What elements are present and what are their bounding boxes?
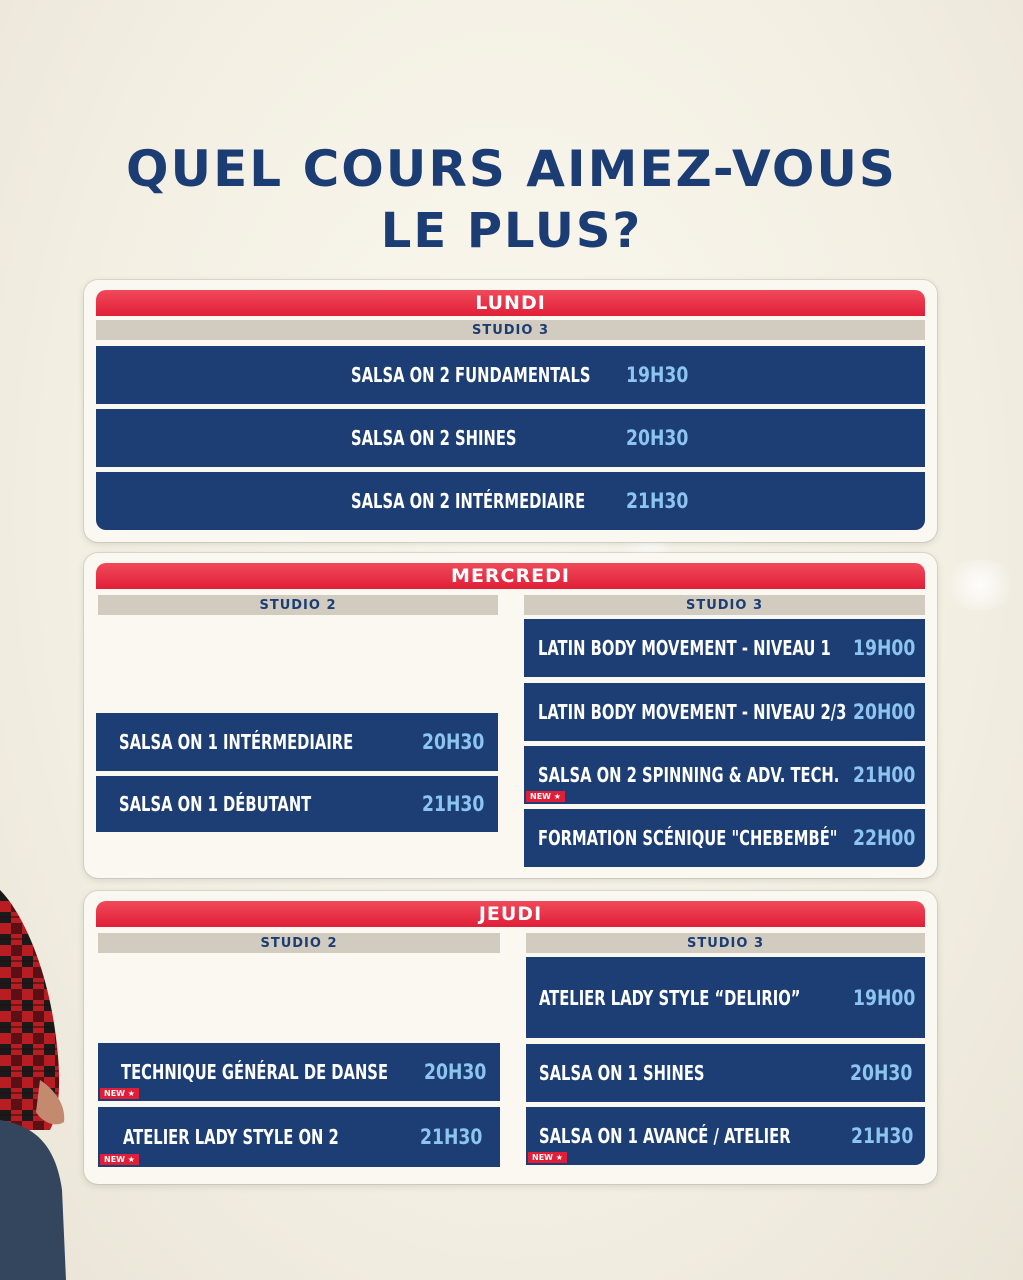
studio-label: STUDIO 2 — [98, 933, 500, 953]
new-badge: NEW ★ — [100, 1154, 139, 1165]
class-name: SALSA ON 1 AVANCÉ / ATELIER — [539, 1124, 791, 1148]
class-name: FORMATION SCÉNIQUE "CHEBEMBÉ" — [538, 826, 838, 850]
class-time: 22H00 — [853, 826, 916, 850]
class-time: 19H00 — [853, 985, 916, 1010]
class-row[interactable] — [96, 409, 925, 467]
schedule-card-jeudi — [84, 891, 937, 1184]
class-name: SALSA ON 2 SPINNING & ADV. TECH. — [538, 763, 840, 787]
schedule-card-mercredi — [84, 553, 937, 878]
studio-label: STUDIO 3 — [524, 595, 925, 615]
class-row[interactable] — [524, 619, 925, 677]
class-row[interactable] — [524, 746, 925, 804]
class-time: 21H30 — [420, 1125, 483, 1149]
class-time: 21H30 — [422, 792, 485, 816]
class-row[interactable] — [96, 472, 925, 530]
class-row[interactable] — [98, 1107, 500, 1167]
class-name: SALSA ON 1 DÉBUTANT — [119, 792, 312, 816]
studio-label: STUDIO 2 — [98, 595, 498, 615]
class-row[interactable] — [96, 713, 498, 771]
class-name: TECHNIQUE GÉNÉRAL DE DANSE — [121, 1060, 389, 1084]
class-row[interactable] — [526, 1107, 925, 1165]
class-name: SALSA ON 1 SHINES — [539, 1061, 705, 1085]
studio-label: STUDIO 3 — [526, 933, 925, 953]
class-name: LATIN BODY MOVEMENT - NIVEAU 1 — [538, 636, 831, 660]
day-header-mercredi: MERCREDI — [96, 563, 925, 589]
class-name: SALSA ON 2 FUNDAMENTALS — [351, 363, 591, 387]
class-time: 20H30 — [850, 1061, 913, 1085]
class-row[interactable] — [526, 1044, 925, 1102]
day-header-lundi: LUNDI — [96, 290, 925, 316]
light-flare — [940, 560, 1020, 610]
class-time: 21H30 — [626, 489, 689, 513]
class-row[interactable] — [96, 346, 925, 404]
class-time: 19H30 — [626, 363, 689, 387]
person-photo — [0, 890, 70, 1280]
day-header-jeudi: JEUDI — [96, 901, 925, 927]
class-name: ATELIER LADY STYLE “DELIRIO” — [539, 985, 801, 1010]
class-time: 21H30 — [851, 1124, 914, 1148]
class-name: SALSA ON 2 INTÉRMEDIAIRE — [351, 489, 586, 513]
class-row[interactable] — [526, 957, 925, 1038]
new-badge: NEW ★ — [100, 1088, 139, 1099]
class-time: 20H30 — [424, 1060, 487, 1084]
studio-label: STUDIO 3 — [96, 320, 925, 340]
class-time: 20H30 — [422, 730, 485, 754]
class-time: 19H00 — [853, 636, 916, 660]
new-badge: NEW ★ — [528, 1152, 567, 1163]
class-name: ATELIER LADY STYLE ON 2 — [123, 1125, 339, 1149]
page-title-line-1: QUEL COURS AIMEZ-VOUS — [126, 140, 897, 198]
new-badge: NEW ★ — [526, 791, 565, 802]
page-title-line-2: LE PLUS? — [380, 203, 643, 259]
class-name: SALSA ON 1 INTÉRMEDIAIRE — [119, 730, 354, 754]
class-name: SALSA ON 2 SHINES — [351, 426, 517, 450]
schedule-card-lundi — [84, 280, 937, 542]
class-row[interactable] — [98, 1043, 500, 1101]
class-time: 20H30 — [626, 426, 689, 450]
class-row[interactable] — [524, 809, 925, 867]
class-row[interactable] — [96, 776, 498, 832]
class-row[interactable] — [524, 683, 925, 741]
class-name: LATIN BODY MOVEMENT - NIVEAU 2/3 — [538, 700, 847, 724]
class-time: 20H00 — [853, 700, 916, 724]
class-time: 21H00 — [853, 763, 916, 787]
